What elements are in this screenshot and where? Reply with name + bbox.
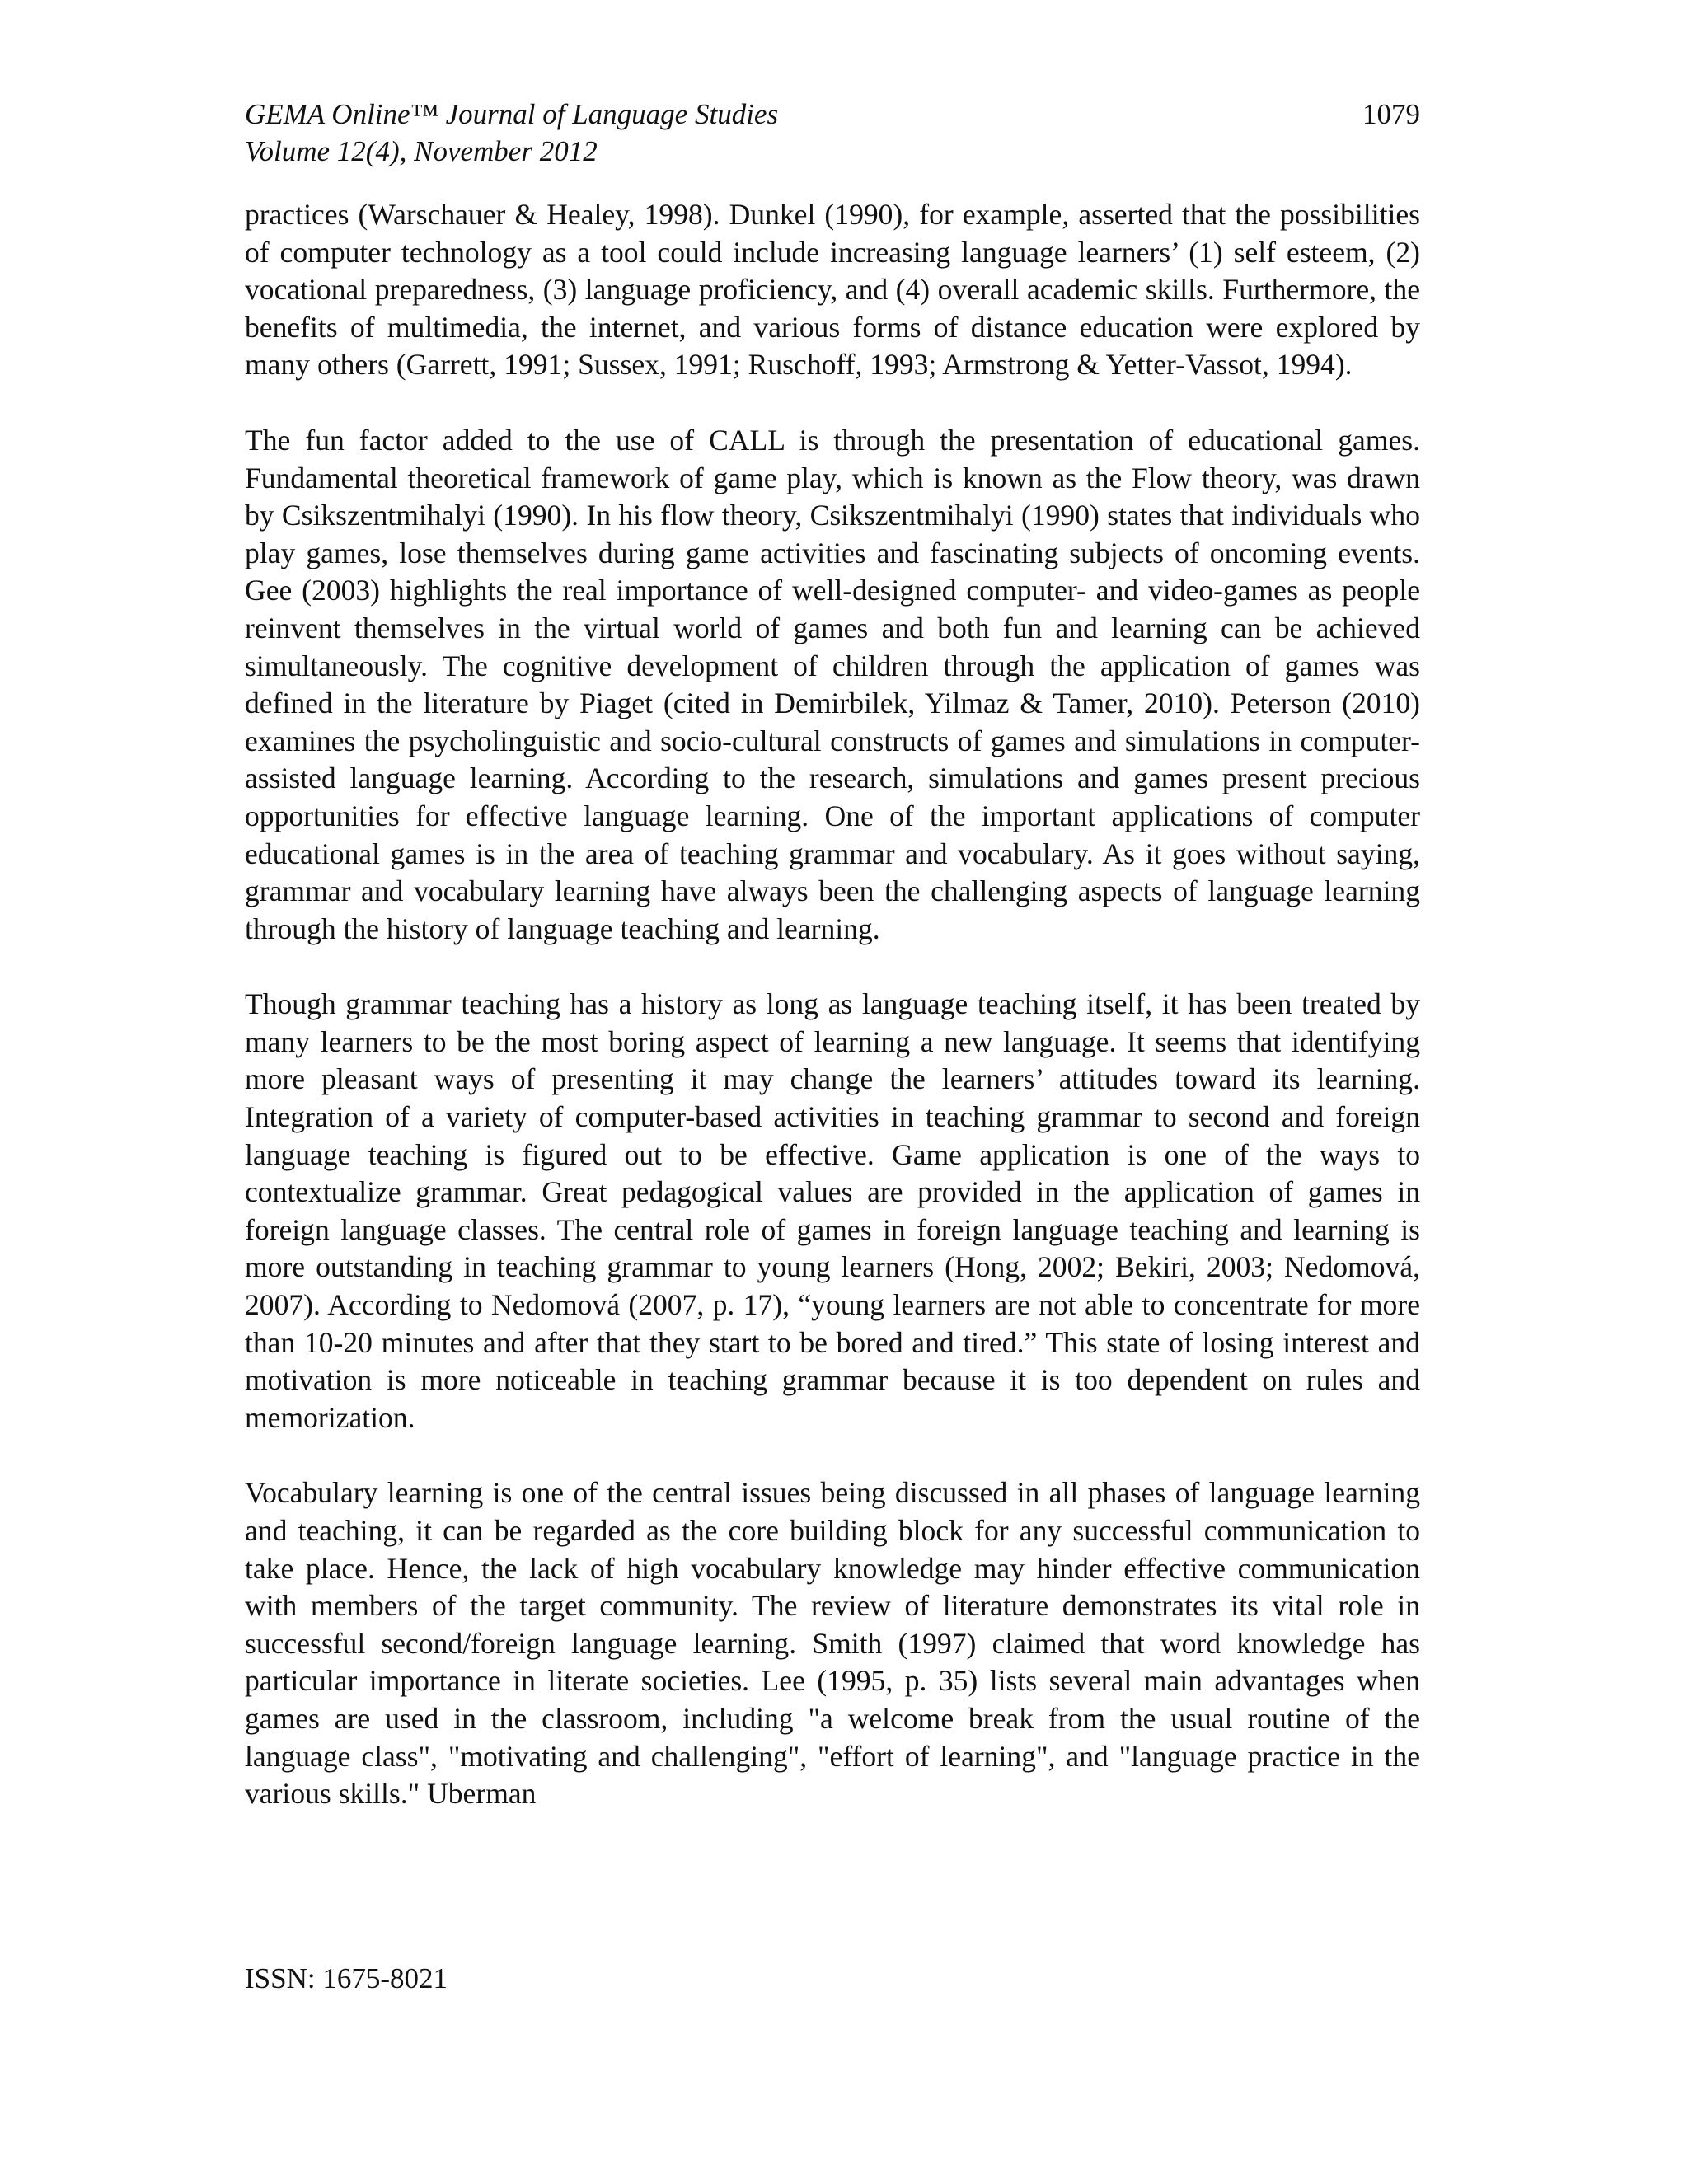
page-footer [245, 1960, 448, 1997]
issn-label: ISSN: 1675-8021 [245, 1962, 448, 1994]
paragraph-2: The fun factor added to the use of CALL is through the presentation of educational games. Fundamental theoretical framework of game play, which is known as the Flow theory, was drawn by Csikszentmihalyi (1990). In his flow theory, Csikszentmihalyi (1990) states that individuals who play games, lose themselves during game activities and fascinating subjects of oncoming events. Gee (2003) highlights the real importance of well-designed computer- and video-games as people reinvent themselves in the virtual world of games and both fun and learning can be achieved simultaneously. The cognitive development of children through the application of games was defined in the literature by Piaget (cited in Demirbilek, Yilmaz & Tamer, 2010). Peterson (2010) examines the psycholinguistic and socio-cultural constructs of games and simulations in computer-assisted language learning. According to the research, simulations and games present precious opportunities for effective language learning. One of the important applications of computer educational games is in the area of teaching grammar and vocabulary. As it goes without saying, grammar and vocabulary learning have always been the challenging aspects of language learning through the history of language teaching and learning. [245, 423, 1420, 945]
running-header [245, 96, 1420, 170]
paragraph-3: Though grammar teaching has a history as long as language teaching itself, it has been treated by many learners to be the most boring aspect of learning a new language. It seems that identifying more pleasant ways of presenting it may change the learners’ attitudes toward its learning. Integration of a variety of computer-based activities in teaching grammar to second and foreign language teaching is figured out to be effective. Game application is one of the ways to contextualize grammar. Great pedagogical values are provided in the application of games in foreign language classes. The central role of games in foreign language teaching and learning is more outstanding in teaching grammar to young learners (Hong, 2002; Bekiri, 2003; Nedomová, 2007). According to Nedomová (2007, p. 17), “young learners are not able to concentrate for more than 10-20 minutes and after that they start to be bored and tired.” This state of losing interest and motivation is more noticeable in teaching grammar because it is too dependent on rules and memorization. [245, 987, 1420, 1434]
journal-title: GEMA Online™ Journal of Language Studies [245, 98, 779, 130]
journal-volume: Volume 12(4), November 2012 [245, 135, 598, 167]
paragraph-4: Vocabulary learning is one of the central issues being discussed in all phases of language learning and teaching, it can be regarded as the core building block for any successful communication to take place. Hence, the lack of high vocabulary knowledge may hinder effective communication with members of the target community. The review of literature demonstrates its vital role in successful second/foreign language learning. Smith (1997) claimed that word knowledge has particular importance in literate societies. Lee (1995, p. 35) lists several main advantages when games are used in the classroom, including "a welcome break from the usual routine of the language class", "motivating and challenging", "effort of learning", and "language practice in the various skills." Uberman [245, 1476, 1420, 1811]
article-body [245, 196, 1420, 1851]
paragraph-1: practices (Warschauer & Healey, 1998). Dunkel (1990), for example, asserted that the possibilities of computer technology as a tool could include increasing language learners’ (1) self esteem, (2) vocational preparedness, (3) language proficiency, and (4) overall academic skills. Furthermore, the benefits of multimedia, the internet, and various forms of distance education were explored by many others (Garrett, 1991; Sussex, 1991; Ruschoff, 1993; Armstrong & Yetter-Vassot, 1994). [245, 198, 1420, 382]
page-number: 1079 [1362, 98, 1420, 130]
